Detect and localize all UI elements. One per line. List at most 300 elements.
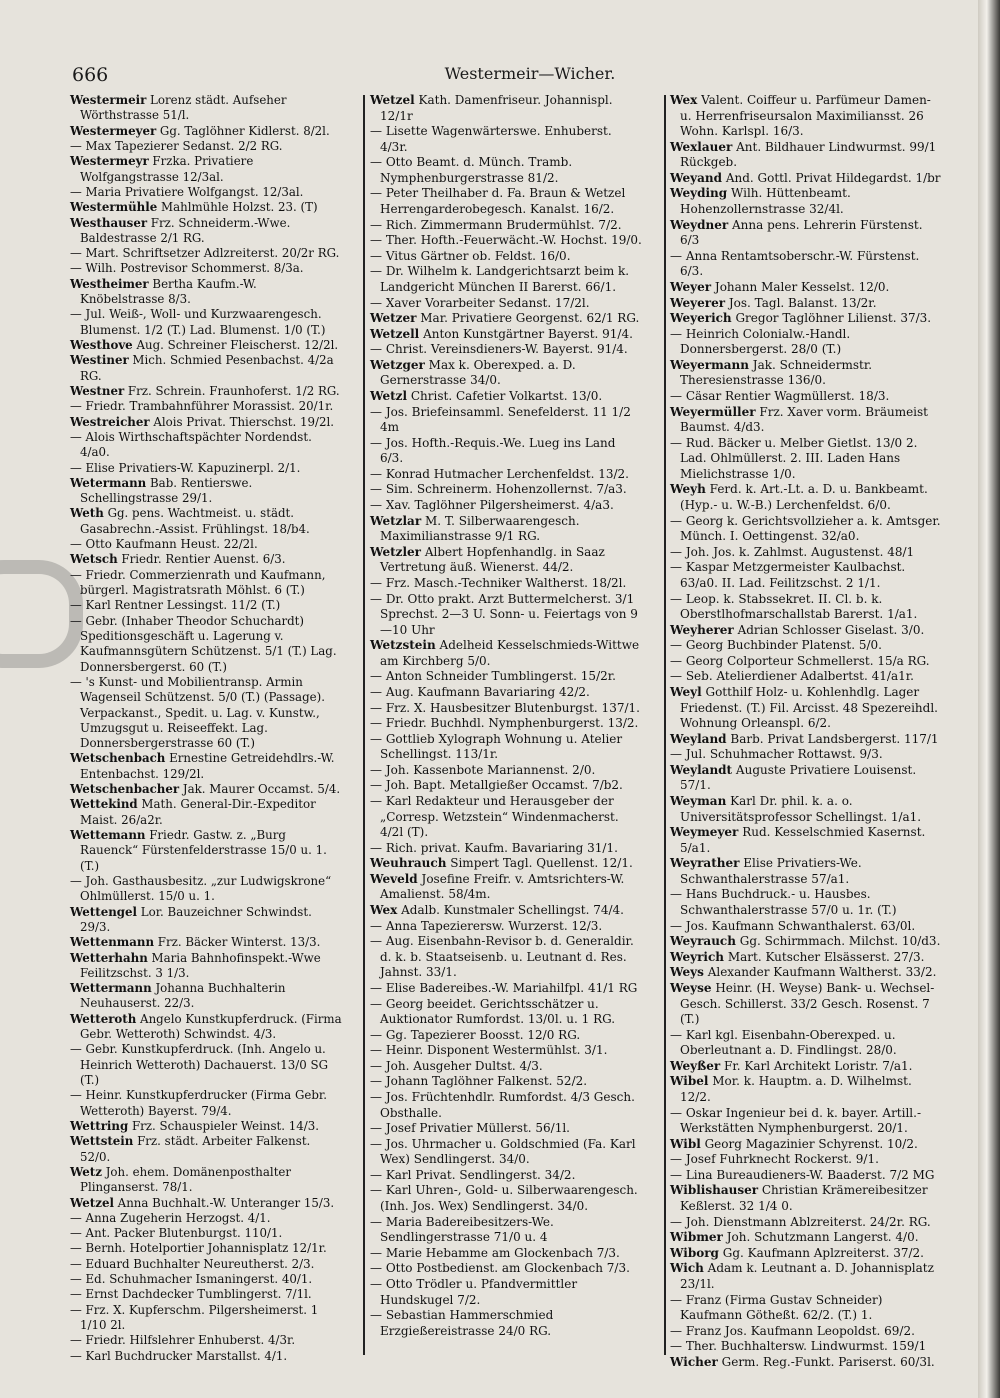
entry-text: — Mart. Schriftsetzer Adlzreiterst. 20/2r RG. [70, 246, 340, 261]
entry-text: — Bernh. Hotelportier Johannisplatz 12/1r. [70, 1241, 327, 1256]
directory-entry [670, 280, 942, 296]
surname: Weyrich [670, 949, 725, 964]
directory-entry [670, 794, 942, 825]
entry-text: — Gebr. Kunstkupferdruck. (Inh. Angelo u. Heinrich Wetteroth) Dachauerst. 13/0 SG (T.) [70, 1042, 329, 1087]
entry-text: Germ. Reg.-Funkt. Pariserst. 60/3l. [717, 1354, 935, 1369]
entry-text: — Georg beeidet. Gerichtsschätzer u. Auktionator Rumfordst. 13/0l. u. 1 RG. [370, 996, 616, 1027]
directory-entry [370, 545, 642, 576]
entry-text: Johanna Buchhalterin Neuhauserst. 22/3. [80, 981, 286, 1011]
entry-text: Frz. Schauspieler Weinst. 14/3. [128, 1118, 319, 1133]
entry-text: Jak. Schneidermstr. Theresienstrasse 136/0. [680, 357, 873, 388]
directory-entry [70, 430, 342, 461]
directory-entry [370, 1183, 642, 1214]
directory-entry [670, 1028, 942, 1059]
entry-text: — Joh. Bapt. Metallgießer Occamst. 7/b2. [370, 778, 623, 793]
surname: Wetzl [370, 388, 408, 403]
entry-text: — Georg Colporteur Schmellerst. 15/a RG. [670, 653, 930, 668]
directory-entry [70, 124, 342, 139]
surname: Wettekind [70, 797, 138, 812]
entry-text: Friedr. Gastw. z. „Burg Rauenck“ Fürstenfelderstrasse 15/0 u. 1. (T.) [80, 828, 327, 873]
directory-entry [70, 537, 342, 552]
directory-entry [670, 1339, 942, 1355]
surname: Wettengel [70, 904, 138, 919]
directory-entry [670, 249, 942, 280]
entry-text: — Cäsar Rentier Wagmüllerst. 18/3. [670, 388, 890, 403]
directory-entry [670, 887, 942, 918]
directory-entry [70, 1257, 342, 1272]
surname: Wettstein [70, 1134, 134, 1149]
surname: Westner [70, 383, 125, 398]
directory-entry [370, 482, 642, 498]
entry-text: — Anna Rentamtsoberschr.-W. Fürstenst. 6/3. [670, 248, 920, 279]
entry-text: Friedr. Rentier Auenst. 6/3. [117, 552, 286, 567]
entry-text: Gg. Taglöhner Kidlerst. 8/2l. [156, 123, 330, 138]
entry-text: — Karl Buchdrucker Marstallst. 4/1. [70, 1348, 288, 1363]
entry-text: — Franz (Firma Gustav Schneider) Kaufmann Götheßt. 62/2. (T.) 1. [670, 1292, 883, 1323]
entry-text: — Georg k. Gerichtsvollzieher a. k. Amtsger. Münch. I. Oettingenst. 32/a0. [670, 513, 941, 544]
entry-text: — Heinr. Kunstkupferdrucker (Firma Gebr. Wetteroth) Bayerst. 79/4. [70, 1088, 327, 1118]
entry-text: — Ant. Packer Blutenburgst. 110/1. [70, 1226, 283, 1241]
entry-text: — Sim. Schreinerm. Hohenzollernst. 7/a3. [370, 482, 627, 497]
entry-text: — Peter Theilhaber d. Fa. Braun & Wetzel Herrengarderobegesch. Kanalst. 16/2. [370, 186, 626, 217]
surname: Wettemann [70, 828, 146, 842]
surname: Wetzel [370, 93, 415, 107]
entry-text: — Jos. Hofth.-Requis.-We. Lueg ins Land 6/3. [370, 435, 616, 466]
directory-entry [670, 296, 942, 312]
entry-text: — Lisette Wagenwärterswe. Enhuberst. 4/3r. [370, 124, 612, 154]
entry-text: Bab. Rentierswe. Schellingstrasse 29/1. [80, 475, 253, 506]
entry-text: Josefine Freifr. v. Amtsrichters-W. Amalienst. 58/4m. [380, 871, 625, 902]
entry-text: — Jos. Kaufmann Schwanthalerst. 63/0l. [670, 918, 916, 933]
entry-text: — Karl Privat. Sendlingerst. 34/2. [370, 1167, 576, 1182]
directory-entry [370, 794, 642, 841]
surname: Westheimer [70, 276, 149, 291]
directory-entry [370, 93, 642, 124]
directory-entry [70, 1241, 342, 1256]
surname: Wetz [70, 1164, 102, 1179]
directory-entry [70, 1272, 342, 1287]
directory-entry [70, 1042, 342, 1088]
entry-text: Gg. Kaufmann Aplzreiterst. 37/2. [718, 1245, 924, 1260]
directory-entry [70, 598, 342, 613]
entry-text: — Gebr. (Inhaber Theodor Schuchardt) Speditionsgeschäft u. Lagerung v. Kaufmannsgütern Schützenst. 5/1 (T.) Lag. Donnersbergerst. 60 (T.) [70, 613, 337, 674]
directory-entry [370, 1308, 642, 1339]
directory-entry [370, 778, 642, 794]
surname: Weyerer [670, 295, 726, 310]
entry-text: Bertha Kaufm.-W. Knöbelstrasse 8/3. [80, 276, 257, 307]
entry-text: — Karl kgl. Eisenbahn-Oberexped. u. Oberleutnant a. D. Findlingst. 28/0. [670, 1027, 897, 1058]
directory-entry [70, 154, 342, 185]
surname: Weyer [670, 279, 712, 294]
directory-entry [370, 467, 642, 483]
entry-text: Math. General-Dir.-Expeditor Maist. 26/a2r. [80, 797, 316, 827]
entry-text: — Heinrich Colonialw.-Handl. Donnersbergerst. 28/0 (T.) [670, 326, 851, 357]
entry-text: — Franz Jos. Kaufmann Leopoldst. 69/2. [670, 1323, 915, 1338]
directory-entry [70, 874, 342, 905]
directory-entry [370, 124, 642, 155]
directory-entry [70, 828, 342, 874]
entry-text: — Jos. Früchtenhdlr. Rumfordst. 4/3 Gesch. Obsthalle. [370, 1090, 635, 1120]
entry-text: And. Gottl. Privat Hildegardst. 1/br [722, 170, 941, 185]
entry-text: Gg. pens. Wachtmeist. u. städt. Gasabrechn.-Assist. Frühlingst. 18/b4. [80, 506, 310, 536]
surname: Weyherer [670, 622, 734, 637]
directory-entry [670, 1293, 942, 1324]
entry-text: — Heinr. Disponent Westermühlst. 3/1. [370, 1043, 608, 1058]
directory-entry [70, 1333, 342, 1348]
entry-text: — Rich. privat. Kaufm. Bavariaring 31/1. [370, 840, 618, 855]
surname: Weyermüller [670, 404, 756, 419]
directory-entry [670, 545, 942, 561]
surname: Weyßer [670, 1058, 721, 1073]
directory-entry [670, 93, 942, 140]
directory-entry [370, 1121, 642, 1137]
directory-entry [70, 675, 342, 752]
entry-text: — Gg. Tapezierer Boosst. 12/0 RG. [370, 1027, 581, 1042]
entry-text: — Dr. Wilhelm k. Landgerichtsarzt beim k. Landgericht München II Barerst. 66/1. [370, 264, 630, 294]
directory-entry [70, 1303, 342, 1334]
surname: Weylandt [670, 762, 733, 777]
entry-text: Alexander Kaufmann Waltherst. 33/2. [703, 965, 937, 980]
directory-entry [370, 342, 642, 358]
directory-entry [370, 233, 642, 249]
directory-entry [70, 905, 342, 936]
directory-entry [670, 965, 942, 981]
directory-entry [370, 155, 642, 186]
entry-text: Christian Krämereibesitzer Keßlerst. 32 1/4 0. [680, 1183, 928, 1214]
surname: Wetschenbacher [70, 782, 180, 797]
surname: Weyrauch [670, 934, 736, 949]
entry-text: Jak. Maurer Occamst. 5/4. [179, 782, 341, 797]
entry-text: Jos. Tagl. Balanst. 13/2r. [725, 295, 877, 310]
directory-entry [70, 552, 342, 567]
directory-entry [370, 856, 642, 872]
entry-text: — Sebastian Hammerschmied Erzgießereistrasse 24/0 RG. [370, 1308, 554, 1338]
column-1 [70, 93, 342, 1364]
directory-entry [70, 93, 342, 124]
surname: Wetzer [370, 311, 417, 326]
entry-text: Mahlmühle Holzst. 23. (T) [157, 200, 318, 215]
surname: Weyand [670, 170, 722, 185]
directory-entry [670, 1074, 942, 1105]
directory-entry [370, 296, 642, 312]
directory-entry [370, 1074, 642, 1090]
entry-text: Johann Maler Kesselst. 12/0. [711, 279, 890, 294]
entry-text: — Frz. X. Kupferschm. Pilgersheimerst. 1 1/10 2l. [70, 1302, 319, 1332]
directory-entry [370, 498, 642, 514]
directory-entry [370, 763, 642, 779]
entry-text: Maria Bahnhofinspekt.-Wwe Feilitzschst. 3 1/3. [80, 950, 321, 980]
entry-text: Mor. k. Hauptm. a. D. Wilhelmst. 12/2. [680, 1074, 912, 1104]
directory-entry [670, 1246, 942, 1262]
directory-entry [370, 186, 642, 217]
surname: Wetzell [370, 326, 420, 341]
entry-text: Frz. Bäcker Winterst. 13/3. [154, 935, 321, 950]
directory-entry [370, 311, 642, 327]
entry-text: Mar. Privatiere Georgenst. 62/1 RG. [416, 311, 640, 326]
entry-text: — Leop. k. Stabssekret. II. Cl. b. k. Oberstlhofmarschallstab Barerst. 1/a1. [670, 591, 918, 622]
directory-entry [70, 1134, 342, 1165]
entry-text: — Vitus Gärtner ob. Feldst. 16/0. [370, 248, 571, 263]
surname: Wettermann [70, 981, 152, 996]
entry-text: — Seb. Atelierdiener Adalbertst. 41/a1r. [670, 669, 914, 684]
surname: Weth [70, 506, 104, 521]
directory-entry [70, 216, 342, 247]
surname: Weyermann [670, 357, 749, 372]
directory-entry [670, 186, 942, 217]
directory-entry [70, 246, 342, 261]
directory-entry [370, 934, 642, 981]
directory-entry [370, 1261, 642, 1277]
directory-entry [370, 1028, 642, 1044]
directory-entry [670, 405, 942, 436]
surname: Wex [670, 93, 698, 107]
entry-text: Frz. Schrein. Fraunhoferst. 1/2 RG. [124, 383, 340, 398]
entry-text: — Frz. X. Hausbesitzer Blutenburgst. 137/1. [370, 700, 640, 715]
surname: Westhauser [70, 215, 148, 230]
surname: Weuhrauch [370, 856, 447, 871]
entry-text: — Rud. Bäcker u. Melber Gietlst. 13/0 2. Lad. Ohlmüllerst. 2. III. Laden Hans Mielichstrasse 1/0. [670, 435, 918, 481]
directory-entry [370, 1059, 642, 1075]
entry-text: Ernestine Getreidehdlrs.-W. Entenbachst. 129/2l. [80, 751, 335, 781]
directory-entry [370, 997, 642, 1028]
directory-entry [370, 1168, 642, 1184]
surname: Wettenmann [70, 935, 155, 950]
directory-entry [670, 763, 942, 794]
directory-entry [670, 638, 942, 654]
directory-entry [70, 506, 342, 537]
facing-page-edge [978, 0, 1000, 1398]
entry-text: — Johann Taglöhner Falkenst. 52/2. [370, 1074, 588, 1089]
surname: Wiblishauser [670, 1183, 759, 1198]
entry-text: — Otto Trödler u. Pfandvermittler Hundskugel 7/2. [370, 1276, 578, 1307]
entry-text: — Kaspar Metzgermeister Kaulbachst. 63/a0. II. Lad. Feilitzschst. 2 1/1. [670, 560, 906, 590]
directory-entry [670, 1152, 942, 1168]
directory-entry [70, 277, 342, 308]
directory-entry [70, 1211, 342, 1226]
entry-text: — 's Kunst- und Mobilientransp. Armin Wagenseil Schützenst. 5/0 (T.) (Passage). Verpackanst., Spedit. u. Lag. v. Kunstw., Umzugsgut u. Reiseeffekt. Lag. Donnersbergerstrasse 60 (T.) [70, 674, 325, 751]
page-number: 666 [72, 64, 109, 86]
directory-entry [670, 327, 942, 358]
entry-text: — Jos. Briefeinsamml. Senefelderst. 11 1/2 4m [370, 404, 631, 435]
entry-text: — Otto Postbedienst. am Glockenbach 7/3. [370, 1261, 630, 1276]
directory-entry [370, 327, 642, 343]
surname: Weveld [370, 871, 418, 886]
entry-text: — Joh. Kassenbote Mariannenst. 2/0. [370, 762, 596, 777]
entry-text: Anton Kunstgärtner Bayerst. 91/4. [419, 326, 633, 341]
directory-entry [670, 389, 942, 405]
directory-entry [70, 338, 342, 353]
entry-text: Auguste Privatiere Louisenst. 57/1. [680, 762, 917, 793]
surname: Wetterhahn [70, 950, 148, 965]
directory-entry [670, 560, 942, 591]
entry-text: — Ernst Dachdecker Tumblingerst. 7/1l. [70, 1287, 312, 1302]
entry-text: Max k. Oberexped. a. D. Gernerstrasse 34/0. [380, 357, 576, 388]
entry-text: Wilh. Hüttenbeamt. Hohenzollernstrasse 32/4l. [680, 186, 851, 217]
running-title: Westermeir—Wicher. [444, 64, 616, 83]
entry-text: Gg. Schirmmach. Milchst. 10/d3. [735, 934, 941, 949]
column-2 [370, 93, 642, 1339]
entry-text: — Friedr. Commerzienrath und Kaufmann, bürgerl. Magistratsrath Möhlst. 6 (T.) [70, 567, 326, 597]
surname: Wibl [670, 1136, 701, 1151]
directory-entry [670, 358, 942, 389]
directory-entry [70, 782, 342, 797]
entry-text: — Anna Tapezierersw. Wurzerst. 12/3. [370, 918, 603, 933]
directory-entry [370, 638, 642, 669]
entry-text: — Friedr. Buchhdl. Nymphenburgerst. 13/2. [370, 716, 639, 731]
entry-text: — Elise Badereibes.-W. Mariahilfpl. 41/1 RG [370, 980, 638, 995]
directory-entry [670, 747, 942, 763]
entry-text: Anna pens. Lehrerin Fürstenst. 6/3 [680, 217, 923, 248]
directory-entry [370, 389, 642, 405]
surname: Weyh [670, 482, 706, 497]
surname: Weyl [670, 684, 702, 699]
entry-text: — Wilh. Postrevisor Schommerst. 8/3a. [70, 261, 304, 276]
directory-entry [70, 1226, 342, 1241]
directory-entry [670, 934, 942, 950]
entry-text: — Xaver Vorarbeiter Sedanst. 17/2l. [370, 295, 590, 310]
directory-entry [670, 1168, 942, 1184]
directory-entry [670, 1355, 942, 1371]
directory-entry [370, 903, 642, 919]
directory-entry [670, 1183, 942, 1214]
entry-text: — Max Tapezierer Sedanst. 2/2 RG. [70, 138, 283, 153]
directory-entry [370, 1246, 642, 1262]
directory-entry [70, 935, 342, 950]
entry-text: — Konrad Hutmacher Lerchenfeldst. 13/2. [370, 466, 629, 481]
directory-entry [670, 950, 942, 966]
directory-entry [670, 732, 942, 748]
entry-text: — Anna Zugeherin Herzogst. 4/1. [70, 1210, 271, 1225]
entry-text: Frz. Schneiderm.-Wwe. Baldestrasse 2/1 RG. [80, 215, 291, 245]
directory-entry [370, 436, 642, 467]
entry-text: Lor. Bauzeichner Schwindst. 29/3. [80, 904, 312, 934]
entry-text: Simpert Tagl. Quellenst. 12/1. [446, 856, 633, 871]
directory-entry [670, 592, 942, 623]
directory-entry [70, 797, 342, 828]
directory-entry [70, 568, 342, 599]
surname: Westermeyr [70, 154, 149, 169]
directory-entry [370, 592, 642, 639]
surname: Wetzger [370, 357, 425, 372]
directory-entry [670, 436, 942, 483]
entry-text: Frzka. Privatiere Wolfgangstrasse 12/3al. [80, 154, 254, 184]
directory-entry [70, 200, 342, 215]
entry-text: — Joh. Dienstmann Ablzreiterst. 24/2r. RG. [670, 1214, 931, 1229]
surname: Weys [670, 965, 704, 980]
surname: Wibmer [670, 1230, 723, 1245]
directory-entry [670, 514, 942, 545]
entry-text: Adrian Schlosser Giselast. 3/0. [733, 622, 925, 637]
directory-entry [670, 1059, 942, 1075]
entry-text: Valent. Coiffeur u. Parfümeur Damen- u. Herrenfriseursalon Maximiliansst. 26 Wohn. Karlspl. 16/3. [680, 93, 931, 139]
entry-text: — Jos. Uhrmacher u. Goldschmied (Fa. Karl Wex) Sendlingerst. 34/0. [370, 1136, 636, 1167]
directory-entry [70, 1088, 342, 1119]
entry-text: — Oskar Ingenieur bei d. k. bayer. Artill.-Werkstätten Nymphenburgerst. 20/1. [670, 1105, 922, 1136]
entry-text: Rud. Kesselschmied Kasernst. 5/a1. [680, 825, 926, 855]
directory-entry [70, 1165, 342, 1196]
surname: Weyland [670, 731, 727, 746]
surname: Wetzler [370, 544, 422, 559]
directory-entry [70, 1287, 342, 1302]
directory-entry [70, 476, 342, 507]
surname: Weydner [670, 217, 729, 232]
entry-text: — Aug. Kaufmann Bavariaring 42/2. [370, 684, 590, 699]
entry-text: Joh. ehem. Domänenposthalter Plinganserst. 78/1. [80, 1164, 292, 1195]
surname: Weyman [670, 794, 727, 809]
surname: Wettring [70, 1118, 129, 1133]
surname: Wetteroth [70, 1011, 137, 1026]
entry-text: — Ther. Buchhaltersw. Lindwurmst. 159/1 [670, 1339, 927, 1354]
directory-entry [370, 1277, 642, 1308]
directory-entry [670, 1215, 942, 1231]
surname: Westermeyer [70, 123, 157, 138]
entry-text: Elise Privatiers-We. Schwanthalerstrasse 57/a1. [680, 856, 862, 886]
directory-entry [670, 171, 942, 187]
column-rule [363, 95, 365, 1355]
directory-entry [370, 358, 642, 389]
directory-entry [670, 1324, 942, 1340]
directory-entry [370, 872, 642, 903]
surname: Weyrather [670, 856, 740, 871]
entry-text: — Otto Kaufmann Heust. 22/2l. [70, 537, 258, 552]
entry-text: — Aug. Eisenbahn-Revisor b. d. Generaldir. d. k. b. Staatseisenb. u. Leutnant d. Res. Jahnst. 33/1. [370, 934, 634, 980]
directory-entry [670, 1137, 942, 1153]
directory-entry [70, 139, 342, 154]
surname: Wicher [670, 1354, 718, 1369]
surname: Westhove [70, 338, 133, 352]
entry-text: Fr. Karl Architekt Loristr. 7/a1. [720, 1058, 913, 1073]
surname: Wetzel [70, 1195, 114, 1210]
directory-entry [670, 218, 942, 249]
entry-text: Ant. Bildhauer Lindwurmst. 99/1 Rückgeb. [680, 139, 937, 170]
entry-text: — Christ. Vereinsdieners-W. Bayerst. 91/4. [370, 342, 628, 357]
surname: Wiborg [670, 1245, 719, 1260]
surname: Weyerich [670, 311, 732, 326]
entry-text: Adelheid Kesselschmieds-Wittwe am Kirchberg 5/0. [380, 638, 640, 668]
directory-entry [70, 1196, 342, 1211]
directory-entry [370, 716, 642, 732]
directory-entry [70, 1012, 342, 1043]
entry-text: Anna Buchhalt.-W. Unteranger 15/3. [113, 1195, 335, 1210]
directory-entry [70, 307, 342, 338]
entry-text: — Ed. Schuhmacher Ismaningerst. 40/1. [70, 1272, 313, 1287]
surname: Wetzstein [370, 638, 436, 653]
directory-entry [370, 1215, 642, 1246]
entry-text: Gregor Taglöhner Lilienst. 37/3. [731, 311, 932, 326]
entry-text: Aug. Schreiner Fleischerst. 12/2l. [132, 338, 339, 352]
directory-entry [70, 951, 342, 982]
directory-entry [670, 482, 942, 513]
entry-text: — Josef Fuhrknecht Rockerst. 9/1. [670, 1152, 879, 1167]
entry-text: — Frz. Masch.-Techniker Waltherst. 18/2l. [370, 575, 627, 590]
entry-text: Joh. Schutzmann Langerst. 4/0. [722, 1230, 919, 1245]
directory-entry [370, 576, 642, 592]
surname: Westiner [70, 353, 129, 368]
directory-entry [70, 384, 342, 399]
directory-entry [370, 701, 642, 717]
entry-text: — Josef Privatier Müllerst. 56/1l. [370, 1121, 570, 1136]
directory-entry [670, 1106, 942, 1137]
entry-text: — Joh. Jos. k. Zahlmst. Augustenst. 48/1 [670, 544, 915, 559]
surname: Wibel [670, 1074, 709, 1089]
entry-text: — Joh. Ausgeher Dultst. 4/3. [370, 1058, 543, 1073]
directory-entry [670, 856, 942, 887]
entry-text: — Jul. Schuhmacher Rottawst. 9/3. [670, 747, 883, 762]
entry-text: Ferd. k. Art.-Lt. a. D. u. Bankbeamt. (Hyp.- u. W.-B.) Lerchenfeldst. 6/0. [680, 482, 928, 513]
directory-entry [70, 415, 342, 430]
directory-entry [70, 399, 342, 414]
entry-text: — Karl Redakteur und Herausgeber der „Corresp. Wetzstein“ Windenmacherst. 4/2l (T). [370, 794, 619, 840]
